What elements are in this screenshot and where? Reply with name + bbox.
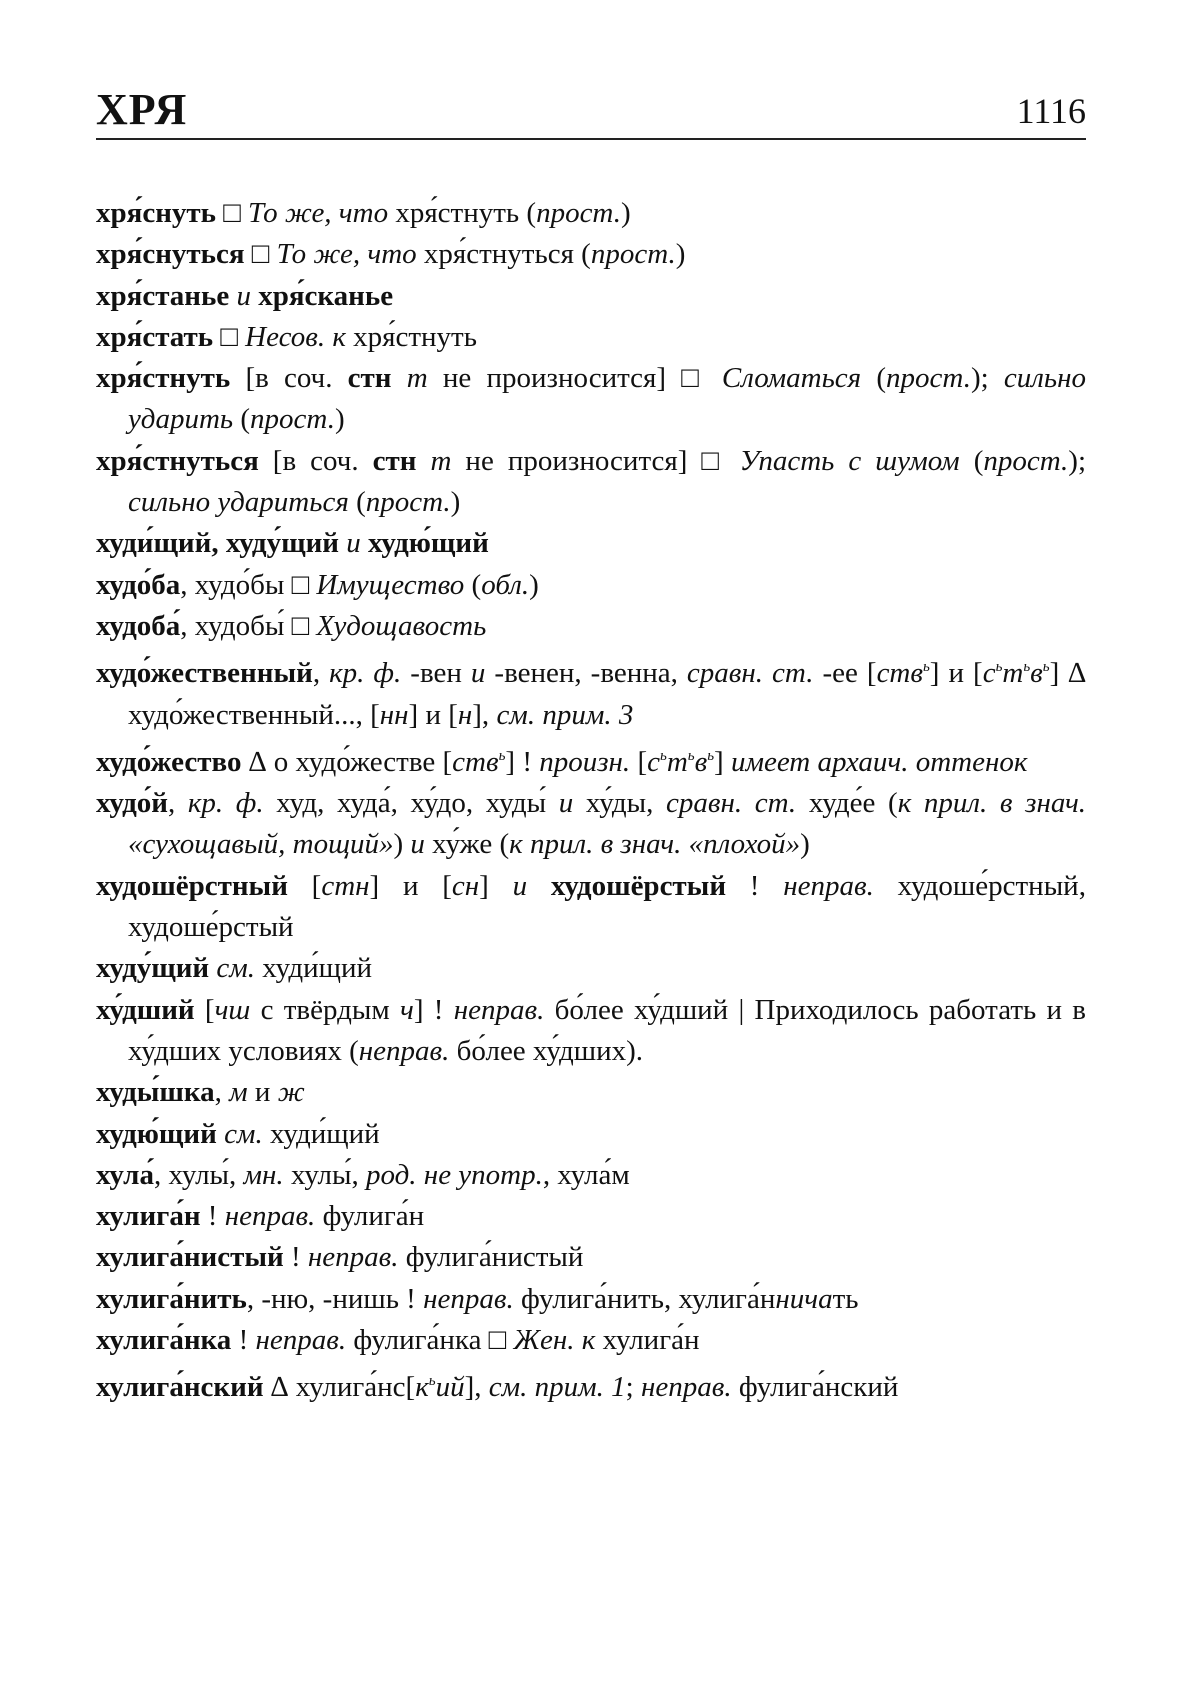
headword: хря́снуться bbox=[96, 238, 245, 271]
headword: хулига́нка bbox=[96, 1324, 232, 1357]
header-guide-word: ХРЯ bbox=[96, 85, 188, 134]
italic-note: с bbox=[982, 657, 996, 690]
entry-text: фулига́н bbox=[315, 1200, 425, 1233]
dictionary-entry bbox=[96, 606, 1086, 647]
headword: худо́й bbox=[96, 787, 168, 820]
entry-text: ] ! bbox=[413, 993, 454, 1026]
italic-note: кр. ф. bbox=[187, 787, 264, 820]
entry-text: фулига́нский bbox=[731, 1371, 899, 1404]
entry-text: фулига́нить, хулига́н bbox=[513, 1282, 776, 1315]
dictionary-entry bbox=[96, 276, 1086, 317]
headword: хря́сканье bbox=[258, 279, 394, 312]
italic-note: неправ. bbox=[358, 1034, 450, 1067]
italic-note: сравн. ст. bbox=[666, 787, 797, 820]
italic-note: ий bbox=[435, 1371, 465, 1404]
entry-text: ] ! bbox=[505, 745, 540, 778]
entry-text: [ bbox=[630, 745, 648, 778]
dictionary-entry bbox=[96, 234, 1086, 275]
entry-text: ; bbox=[625, 1371, 641, 1404]
soft-sign-superscript: ь bbox=[995, 659, 1003, 676]
entry-text: фулига́нистый bbox=[398, 1241, 584, 1274]
italic-note: неправ. bbox=[224, 1200, 316, 1233]
entry-text: ], bbox=[464, 1371, 489, 1404]
dictionary-entry bbox=[96, 736, 1086, 783]
entry-text: ! bbox=[200, 1200, 225, 1233]
entry-text: ) bbox=[393, 828, 411, 861]
entry-text bbox=[392, 362, 407, 394]
dictionary-entry bbox=[96, 317, 1086, 358]
italic-note: род. не употр. bbox=[366, 1158, 543, 1191]
entry-text: ) bbox=[450, 486, 461, 519]
entry-text: бо́лее ху́дших). bbox=[449, 1034, 644, 1067]
headword: хула́ bbox=[96, 1158, 154, 1191]
dictionary-entry bbox=[96, 565, 1086, 606]
italic-note: нн bbox=[379, 698, 409, 731]
italic-note: неправ. bbox=[423, 1282, 514, 1315]
headword: хулига́нить bbox=[96, 1282, 247, 1315]
headword: хулига́н bbox=[96, 1200, 201, 1233]
entry-text: ! bbox=[231, 1324, 256, 1357]
italic-note: м bbox=[229, 1076, 248, 1109]
italic-note: т bbox=[430, 444, 452, 477]
italic-note: в bbox=[1030, 657, 1043, 690]
entry-text: хря́стнуться ( bbox=[416, 238, 591, 271]
entry-text: , хулы́, bbox=[153, 1158, 244, 1191]
dictionary-entry bbox=[96, 1196, 1086, 1237]
entry-text: , хула́м bbox=[542, 1158, 630, 1191]
dictionary-entry bbox=[96, 783, 1086, 866]
entry-text: , -ню, -нишь ! bbox=[246, 1282, 424, 1315]
dictionary-entry bbox=[96, 1237, 1086, 1278]
entry-text: ∆ хулига́нс[ bbox=[263, 1371, 416, 1404]
entry-text: ( bbox=[348, 486, 366, 519]
entry-text: ) bbox=[334, 403, 345, 436]
soft-sign-superscript: ь bbox=[659, 747, 667, 764]
entry-text: не произносится] □ bbox=[451, 444, 740, 477]
entry-text: , bbox=[312, 657, 330, 690]
entry-text: [ bbox=[194, 993, 215, 1026]
dictionary-entry bbox=[96, 1320, 1086, 1361]
italic-note: прост. bbox=[983, 444, 1069, 477]
headword: худоба́ bbox=[96, 609, 181, 642]
headword: худу́щий bbox=[96, 952, 210, 985]
italic-note: прост. bbox=[536, 197, 621, 229]
italic-note: и bbox=[410, 828, 425, 861]
italic-note: прост. bbox=[590, 238, 676, 271]
italic-note: см. прим. 3 bbox=[496, 698, 634, 731]
entry-text: худ, худа́, ху́до, худы́ bbox=[263, 787, 559, 820]
italic-note: неправ. bbox=[783, 869, 874, 902]
entry-text: хулы́, bbox=[283, 1158, 367, 1191]
entry-text: худи́щий bbox=[255, 952, 372, 985]
italic-note: Несов. к bbox=[245, 320, 346, 353]
headword: хря́снуть bbox=[96, 197, 216, 229]
italic-note: к прил. в знач. «плохой» bbox=[509, 828, 801, 861]
entry-text: и bbox=[247, 1076, 278, 1109]
italic-note: и bbox=[558, 787, 574, 820]
headword: худо́ба bbox=[96, 568, 181, 601]
soft-sign-superscript: ь bbox=[1023, 659, 1031, 676]
entry-text: [ bbox=[287, 869, 322, 902]
italic-note: чш bbox=[214, 993, 251, 1026]
italic-note: прост. bbox=[886, 362, 971, 395]
italic-note: неправ. bbox=[307, 1241, 399, 1274]
entry-text: ( bbox=[959, 444, 984, 477]
headword: худи́щий, худу́щий bbox=[96, 527, 339, 560]
headword: худю́щий bbox=[96, 1117, 217, 1150]
dictionary-entry bbox=[96, 1155, 1086, 1196]
italic-note: произн. bbox=[539, 745, 631, 778]
entry-text: ] bbox=[714, 745, 731, 778]
italic-note: сильно ударить bbox=[128, 362, 1086, 436]
entry-text: ); bbox=[1068, 444, 1087, 477]
entry-text: ] ∆ худо́жественный..., [ bbox=[128, 657, 1087, 731]
entry-text: , худобы́ □ bbox=[180, 609, 317, 642]
italic-note: ств bbox=[452, 745, 499, 778]
headword: хря́стнуть bbox=[96, 362, 231, 395]
dictionary-entry bbox=[96, 523, 1086, 564]
italic-note: и bbox=[229, 279, 259, 312]
soft-sign-superscript: ь bbox=[922, 659, 930, 676]
italic-note: т bbox=[666, 745, 688, 778]
headword: стн bbox=[347, 362, 392, 395]
entry-text: ], bbox=[472, 698, 497, 731]
headword: худошёрстный bbox=[96, 869, 288, 902]
entry-text: хря́стнуть bbox=[345, 320, 477, 353]
dictionary-entry bbox=[96, 647, 1086, 736]
italic-note: Сломаться bbox=[721, 362, 862, 395]
dictionary-entry bbox=[96, 1072, 1086, 1113]
italic-note: сн bbox=[451, 869, 480, 902]
entry-text: ( bbox=[233, 403, 251, 436]
italic-note: То же, что bbox=[248, 197, 389, 229]
italic-note: с bbox=[647, 745, 660, 778]
soft-sign-superscript: ь bbox=[428, 1373, 436, 1390]
entry-text: худе́е ( bbox=[796, 787, 898, 820]
headword: худо́жество bbox=[96, 745, 242, 778]
dictionary-entry bbox=[96, 1279, 1086, 1320]
entry-text: -венен, -венна, bbox=[485, 657, 687, 690]
dictionary-entry bbox=[96, 1114, 1086, 1155]
italic-note: прост. bbox=[250, 403, 335, 436]
italic-note: То же, что bbox=[276, 238, 417, 271]
entry-text: □ bbox=[215, 197, 249, 229]
soft-sign-superscript: ь bbox=[687, 747, 695, 764]
entry-text: ] и [ bbox=[929, 657, 983, 690]
entry-text: □ bbox=[244, 238, 277, 271]
entry-text: ] и [ bbox=[408, 698, 458, 731]
italic-note: мн. bbox=[243, 1158, 284, 1191]
italic-note: см. прим. 1 bbox=[488, 1371, 626, 1404]
italic-note: ж bbox=[277, 1076, 305, 1109]
entry-text: [в соч. bbox=[230, 362, 348, 395]
soft-sign-superscript: ь bbox=[498, 747, 506, 764]
entry-text: ( bbox=[464, 568, 482, 601]
entry-text: ! bbox=[726, 869, 784, 902]
entry-text: -ее [ bbox=[813, 657, 877, 690]
entry-text: [в соч. bbox=[258, 444, 373, 477]
italic-note: нича bbox=[775, 1282, 833, 1315]
italic-note: ч bbox=[400, 993, 414, 1026]
headword: худы́шка bbox=[96, 1076, 215, 1109]
dictionary-entry bbox=[96, 866, 1086, 949]
headword: худю́щий bbox=[368, 527, 489, 560]
entry-text: , худо́бы □ bbox=[180, 568, 317, 601]
entry-text: ! bbox=[283, 1241, 308, 1274]
headword: хря́станье bbox=[96, 279, 230, 312]
italic-note: прост. bbox=[365, 486, 451, 519]
italic-note: Жен. к bbox=[513, 1324, 596, 1357]
headword: хулига́нистый bbox=[96, 1241, 284, 1274]
italic-note: и bbox=[470, 657, 486, 690]
entry-text: ) bbox=[675, 238, 686, 271]
entry-text: ∆ о худо́жестве [ bbox=[241, 745, 453, 778]
entry-text: худи́щий bbox=[262, 1117, 380, 1150]
italic-note: т bbox=[1002, 657, 1024, 690]
italic-note: Худощавость bbox=[316, 609, 487, 642]
entry-text bbox=[416, 445, 430, 477]
italic-note: и bbox=[512, 869, 528, 902]
headword: хря́стать bbox=[96, 320, 214, 353]
entry-text: ( bbox=[861, 362, 887, 395]
dictionary-entry bbox=[96, 1361, 1086, 1408]
italic-note: кр. ф. bbox=[329, 657, 402, 690]
entry-text: ху́же ( bbox=[424, 828, 510, 861]
italic-note: см. bbox=[216, 952, 256, 985]
italic-note: к прил. в знач. «сухощавый, тощий» bbox=[128, 787, 1087, 861]
dictionary-entry bbox=[96, 948, 1086, 989]
italic-note: неправ. bbox=[255, 1324, 347, 1357]
italic-note: Упасть с шумом bbox=[739, 444, 960, 477]
italic-note: сильно удариться bbox=[128, 486, 349, 519]
entry-text: хулига́н bbox=[595, 1324, 700, 1357]
headword: стн bbox=[372, 444, 417, 477]
italic-note: см. bbox=[224, 1117, 263, 1150]
soft-sign-superscript: ь bbox=[707, 747, 715, 764]
entry-text: ) bbox=[529, 568, 539, 601]
italic-note: т bbox=[406, 362, 428, 395]
dictionary-entries bbox=[96, 193, 1086, 1409]
italic-note: обл. bbox=[481, 568, 530, 601]
italic-note: ств bbox=[876, 657, 923, 690]
entry-text: -вен bbox=[401, 657, 471, 690]
dictionary-entry bbox=[96, 990, 1086, 1073]
italic-note: стн bbox=[321, 869, 370, 902]
entry-text: ть bbox=[832, 1282, 859, 1315]
entry-text: ] и [ bbox=[369, 869, 452, 902]
italic-note: Имущество bbox=[316, 568, 465, 601]
headword: хулига́нский bbox=[96, 1371, 264, 1404]
headword: ху́дший bbox=[96, 993, 195, 1026]
dictionary-entry bbox=[96, 193, 1086, 234]
italic-note: имеет архаич. оттенок bbox=[730, 745, 1028, 778]
italic-note: н bbox=[457, 698, 473, 731]
page-number: 1116 bbox=[1016, 91, 1086, 131]
entry-text: с твёрдым bbox=[250, 993, 400, 1026]
italic-note: к bbox=[415, 1371, 429, 1404]
entry-text: ] bbox=[479, 869, 513, 902]
dictionary-entry bbox=[96, 358, 1086, 441]
entry-text: не произносится] □ bbox=[427, 362, 722, 395]
italic-note: неправ. bbox=[453, 993, 545, 1026]
entry-text: худоше́рстный, худоше́рстый bbox=[128, 869, 1086, 944]
entry-text: ); bbox=[970, 362, 1004, 395]
headword: хря́стнуться bbox=[96, 444, 259, 477]
italic-note: и bbox=[339, 527, 368, 560]
italic-note: в bbox=[694, 745, 708, 778]
dictionary-entry bbox=[96, 441, 1086, 524]
entry-text bbox=[527, 870, 551, 902]
entry-text: фулига́нка □ bbox=[346, 1324, 514, 1357]
italic-note: сравн. ст. bbox=[686, 657, 814, 690]
headword: худошёрстый bbox=[550, 869, 727, 902]
soft-sign-superscript: ь bbox=[1042, 659, 1050, 676]
entry-text bbox=[217, 1118, 224, 1150]
entry-text: ) bbox=[620, 197, 631, 229]
headword: худо́жественный bbox=[96, 657, 313, 690]
entry-text: ху́ды, bbox=[573, 787, 667, 820]
italic-note: неправ. bbox=[640, 1371, 732, 1404]
entry-text: , bbox=[167, 787, 188, 820]
entry-text: ) bbox=[800, 828, 810, 861]
running-header bbox=[96, 84, 1086, 140]
entry-text: хря́стнуть ( bbox=[388, 197, 537, 229]
entry-text: □ bbox=[213, 320, 246, 353]
entry-text: , bbox=[214, 1076, 230, 1109]
entry-text: бо́лее ху́дший | Приходилось работать и в ху́дших условиях ( bbox=[128, 993, 1086, 1067]
